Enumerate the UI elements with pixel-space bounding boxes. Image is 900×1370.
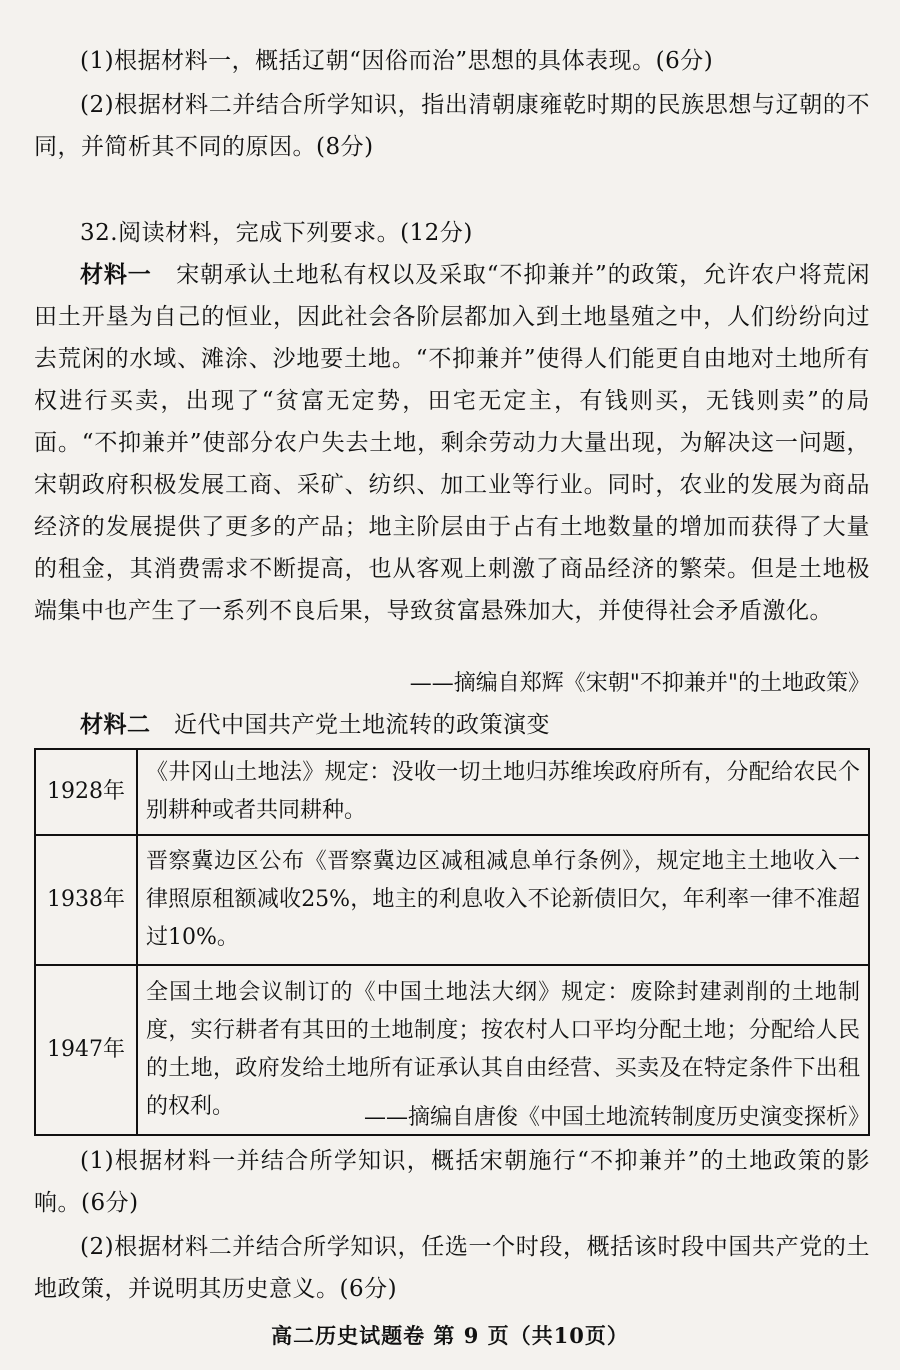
policy-cell: 晋察冀边区公布《晋察冀边区减租减息单行条例》，规定地主土地收入一律照原租额减收25%，地主的利息收入不论新债旧欠，年利率一律不准超过10%。 [137,835,869,965]
year-cell: 1938年 [35,835,137,965]
material-2-title: 近代中国共产党土地流转的政策演变 [173,712,550,738]
material-1-source: ——摘编自郑辉《宋朝"不抑兼并"的土地政策》 [409,671,870,696]
table-row [35,835,869,965]
material-2-source: ——摘编自唐俊《中国土地流转制度历史演变探析》 [363,1105,870,1130]
page-footer: 高二历史试题卷 第 9 页（共10页） [271,1323,629,1348]
material-1-label: 材料一 [80,261,152,288]
question-32-part-1: (1)根据材料一并结合所学知识，概括宋朝施行“不抑兼并”的土地政策的影响。(6分) [34,1148,870,1216]
policy-table [34,748,870,1136]
question-31-part-2: (2)根据材料二并结合所学知识，指出清朝康雍乾时期的民族思想与辽朝的不同，并简析其不同的原因。(8分) [34,92,870,160]
table-row [35,749,869,835]
question-31-part-1: (1)根据材料一，概括辽朝“因俗而治”思想的具体表现。(6分) [80,48,714,74]
material-2-label: 材料二 [80,711,151,738]
question-32-heading: 32.阅读材料，完成下列要求。(12分) [80,220,473,246]
policy-cell: 全国土地会议制订的《中国土地法大纲》规定：废除封建剥削的土地制度，实行耕者有其田的土地制度；按农村人口平均分配土地；分配给人民的土地，政府发给土地所有证承认其自由经营、买卖及在特定条件下出租的权利。 [137,965,869,1135]
question-32-part-2: (2)根据材料二并结合所学知识，任选一个时段，概括该时段中国共产党的土地政策，并说明其历史意义。(6分) [34,1234,870,1302]
material-1 [34,254,870,632]
policy-cell: 《井冈山土地法》规定：没收一切土地归苏维埃政府所有，分配给农民个别耕种或者共同耕种。 [137,749,869,835]
material-1-text: 宋朝承认土地私有权以及采取“不抑兼并”的政策，允许农户将荒闲田土开垦为自己的恒业，因此社会各阶层都加入到土地垦殖之中，人们纷纷向过去荒闲的水域、滩涂、沙地要土地。“不抑兼并”使得人们能更自由地对土地所有权进行买卖，出现了“贫富无定势，田宅无定主，有钱则买，无钱则卖”的局面。“不抑兼并”使部分农户失去土地，剩余劳动力大量出现，为解决这一问题，宋朝政府积极发展工商、采矿、纺织、加工业等行业。同时，农业的发展为商品经济的发展提供了更多的产品；地主阶层由于占有土地数量的增加而获得了大量的租金，其消费需求不断提高，也从客观上刺激了商品经济的繁荣。但是土地极端集中也产生了一系列不良后果，导致贫富悬殊加大，并使得社会矛盾激化。 [34,262,870,624]
year-cell: 1947年 [35,965,137,1135]
material-2-heading [34,704,870,746]
year-cell: 1928年 [35,749,137,835]
